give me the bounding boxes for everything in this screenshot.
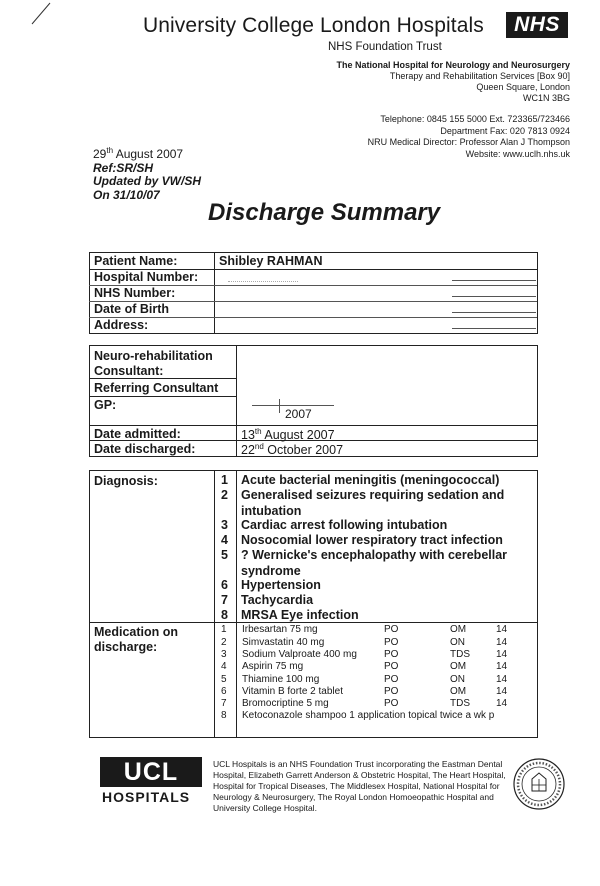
address-label: Address: <box>94 318 149 332</box>
medication-route: PO <box>384 698 399 709</box>
letter-meta <box>93 144 201 202</box>
diagnosis-num: 6 <box>221 578 228 592</box>
updated-on: On 31/10/07 <box>93 187 160 202</box>
medication-days: 14 <box>496 624 508 635</box>
medication-freq: TDS <box>450 649 470 660</box>
medication-num: 2 <box>221 637 227 648</box>
medication-num: 5 <box>221 674 227 685</box>
medication-route: PO <box>384 624 399 635</box>
diagnosis-num: 1 <box>221 473 228 487</box>
medication-drug: Irbesartan 75 mg <box>242 624 318 635</box>
referring-consultant-label: Referring Consultant <box>94 381 219 395</box>
diagnosis-item: MRSA Eye infection <box>241 608 359 622</box>
medication-num: 7 <box>221 698 227 709</box>
medication-drug: Thiamine 100 mg <box>242 674 320 685</box>
medication-drug: Bromocriptine 5 mg <box>242 698 329 709</box>
hospital-number-label: Hospital Number: <box>94 270 199 284</box>
trust-name: NHS Foundation Trust <box>328 41 442 53</box>
address-line: WC1N 3BG <box>522 93 570 103</box>
nhs-number-label: NHS Number: <box>94 286 176 300</box>
diagnosis-item: Cardiac arrest following intubation <box>241 518 448 532</box>
neuro-consultant-label-2: Consultant: <box>94 364 164 378</box>
medication-freq: ON <box>450 674 465 685</box>
medication-num: 8 <box>221 710 227 721</box>
diagnosis-item: Hypertension <box>241 578 321 592</box>
medication-num: 4 <box>221 661 227 672</box>
seal-icon <box>512 757 566 811</box>
date-admitted-value: 13th August 2007 <box>241 427 335 443</box>
scan-mark <box>28 0 58 26</box>
ucl-logo-text: HOSPITALS <box>102 789 191 805</box>
medication-days: 14 <box>496 698 508 709</box>
patient-name-label: Patient Name: <box>94 254 178 268</box>
contact-line: NRU Medical Director: Professor Alan J Thompson <box>367 137 570 147</box>
medication-label: Medication on <box>94 625 179 639</box>
diagnosis-item: Tachycardia <box>241 593 314 607</box>
medication-drug: Sodium Valproate 400 mg <box>242 649 357 660</box>
medication-drug: Vitamin B forte 2 tablet <box>242 686 343 697</box>
date-admitted-label: Date admitted: <box>94 427 181 441</box>
ucl-logo-mark: UCL <box>100 757 202 787</box>
diagnosis-label: Diagnosis: <box>94 474 158 488</box>
medication-num: 1 <box>221 624 227 635</box>
diagnosis-item: ? Wernicke's encephalopathy with cerebellar syndrome <box>241 548 508 578</box>
contact-line: Website: www.uclh.nhs.uk <box>465 148 570 159</box>
address-line: The National Hospital for Neurology and Neurosurgery <box>336 60 570 70</box>
hospital-name: University College London Hospitals <box>143 14 484 37</box>
medication-freq: TDS <box>450 698 470 709</box>
contact-line: Telephone: 0845 155 5000 Ext. 723365/723466 <box>380 114 570 124</box>
medication-drug: Simvastatin 40 mg <box>242 637 325 648</box>
medication-route: PO <box>384 674 399 685</box>
medication-freq: OM <box>450 661 467 672</box>
diagnosis-num: 7 <box>221 593 228 607</box>
neuro-consultant-label: Neuro-rehabilitation <box>94 349 213 363</box>
diagnosis-item: Acute bacterial meningitis (meningococcal) <box>241 473 500 487</box>
diagnosis-num: 4 <box>221 533 228 547</box>
reference: Ref:SR/SH <box>93 160 154 175</box>
medication-drug: Ketoconazole shampoo 1 application topical twice a wk p <box>242 710 495 721</box>
footer-text: UCL Hospitals is an NHS Foundation Trust incorporating the Eastman Dental Hospital, Elizabeth Garrett Anderson & Obstetric Hospital, The Heart Hospital, Hospital for Tropical Diseases, The Middlesex Hospital, National Hospital for Neurology & Neurosurgery, The Royal London Homoeopathic Hospital and University College Hospital. <box>213 759 506 813</box>
medication-drug: Aspirin 75 mg <box>242 661 304 672</box>
diagnosis-num: 3 <box>221 518 228 532</box>
medication-freq: OM <box>450 686 467 697</box>
medication-label-2: discharge: <box>94 640 158 654</box>
diagnosis-item: Generalised seizures requiring sedation and intubation <box>241 488 505 518</box>
medication-num: 3 <box>221 649 227 660</box>
updated-by: Updated by VW/SH <box>93 174 202 188</box>
medication-days: 14 <box>496 686 508 697</box>
diagnosis-num: 2 <box>221 488 228 502</box>
medication-days: 14 <box>496 661 508 672</box>
medication-route: PO <box>384 637 399 648</box>
diagnosis-item: Nosocomial lower respiratory tract infection <box>241 533 503 547</box>
medication-days: 14 <box>496 637 508 648</box>
contact-line: Department Fax: 020 7813 0924 <box>440 125 570 136</box>
medication-route: PO <box>384 649 399 660</box>
gp-year: 2007 <box>285 407 312 421</box>
address-line: Therapy and Rehabilitation Services [Box 90] <box>389 71 570 81</box>
diagnosis-num: 5 <box>221 548 228 562</box>
medication-freq: ON <box>450 637 465 648</box>
medication-days: 14 <box>496 649 508 660</box>
document-title: Discharge Summary <box>208 199 441 226</box>
medication-num: 6 <box>221 686 227 697</box>
gp-label: GP: <box>94 398 117 412</box>
date-discharged-label: Date discharged: <box>94 442 196 456</box>
letter-date: 29th August 2007 <box>93 146 184 161</box>
address-block <box>336 60 570 104</box>
medication-days: 14 <box>496 674 508 685</box>
patient-name-value: Shibley RAHMAN <box>219 254 323 268</box>
medication-route: PO <box>384 661 399 672</box>
dob-label: Date of Birth <box>94 302 169 316</box>
medication-freq: OM <box>450 624 467 635</box>
date-discharged-value: 22nd October 2007 <box>241 442 344 458</box>
diagnosis-num: 8 <box>221 608 228 622</box>
ucl-hospitals-logo <box>100 757 205 805</box>
address-line: Queen Square, London <box>476 82 570 92</box>
medication-route: PO <box>384 686 399 697</box>
contact-block <box>368 114 570 160</box>
nhs-logo: NHS <box>506 12 568 38</box>
